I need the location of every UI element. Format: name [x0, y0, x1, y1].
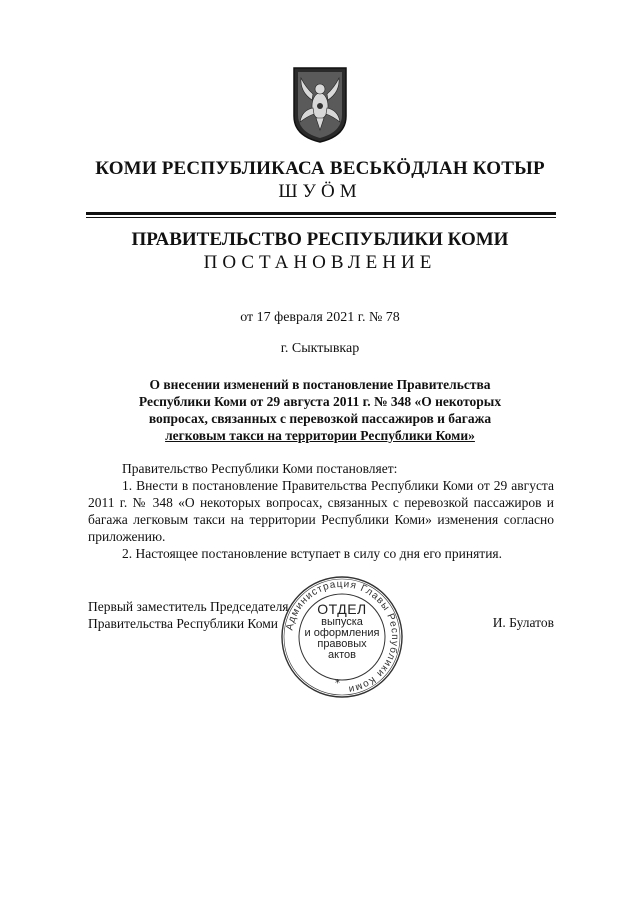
svg-text:Администрация Главы Республики: Администрация Главы Республики Коми [284, 578, 401, 695]
document-city: г. Сыктывкар [280, 341, 360, 356]
stamp-center-text [294, 602, 390, 661]
subject-line: О внесении изменений в постановление Правительства [149, 377, 491, 392]
stamp-line: правовых [317, 638, 367, 650]
header-divider-thick [86, 212, 556, 215]
resolution-item-2: 2. Настоящее постановление вступает в силу со дня его принятия. [122, 546, 503, 561]
document-subject [120, 376, 520, 444]
stamp-line: и оформления [304, 627, 380, 639]
komi-coat-of-arms-icon [292, 66, 348, 144]
preamble: Правительство Республики Коми постановляет: [122, 461, 398, 476]
subject-line: легковым такси на территории Республики Коми» [165, 428, 475, 443]
subject-line: Республики Коми от 29 августа 2011 г. № 348 «О некоторых [138, 394, 502, 409]
signatory-position [88, 598, 289, 632]
document-type: ПОСТАНОВЛЕНИЕ [203, 252, 437, 273]
stamp-star: * [335, 678, 340, 689]
government-title: ПРАВИТЕЛЬСТВО РЕСПУБЛИКИ КОМИ [131, 229, 509, 250]
resolution-item-1: 1. Внести в постановление Правительства Республики Коми от 29 августа 2011 г. № 348 «О некоторых вопросах, связанных с перевозкой пассажиров и багажа легковым такси на территории Республики Коми» изменения согласно приложению. [88, 478, 554, 544]
signatory-name: И. Булатов [492, 615, 554, 630]
document-body [88, 460, 554, 562]
signatory-position-line: Правительства Республики Коми [88, 616, 279, 631]
komi-document-type: ШУÖМ [278, 181, 362, 202]
stamp-line: ОТДЕЛ [317, 601, 367, 617]
header-divider-thin [86, 217, 556, 218]
stamp-line: выпуска [321, 616, 363, 628]
stamp-line: актов [328, 649, 356, 661]
komi-government-title: КОМИ РЕСПУБЛИКАСА ВЕСЬКÖДЛАН КОТЫР [95, 158, 545, 179]
signatory-position-line: Первый заместитель Председателя [88, 599, 289, 614]
document-date-number: от 17 февраля 2021 г. № 78 [240, 310, 400, 325]
subject-line: вопросах, связанных с перевозкой пассажиров и багажа [148, 411, 492, 426]
